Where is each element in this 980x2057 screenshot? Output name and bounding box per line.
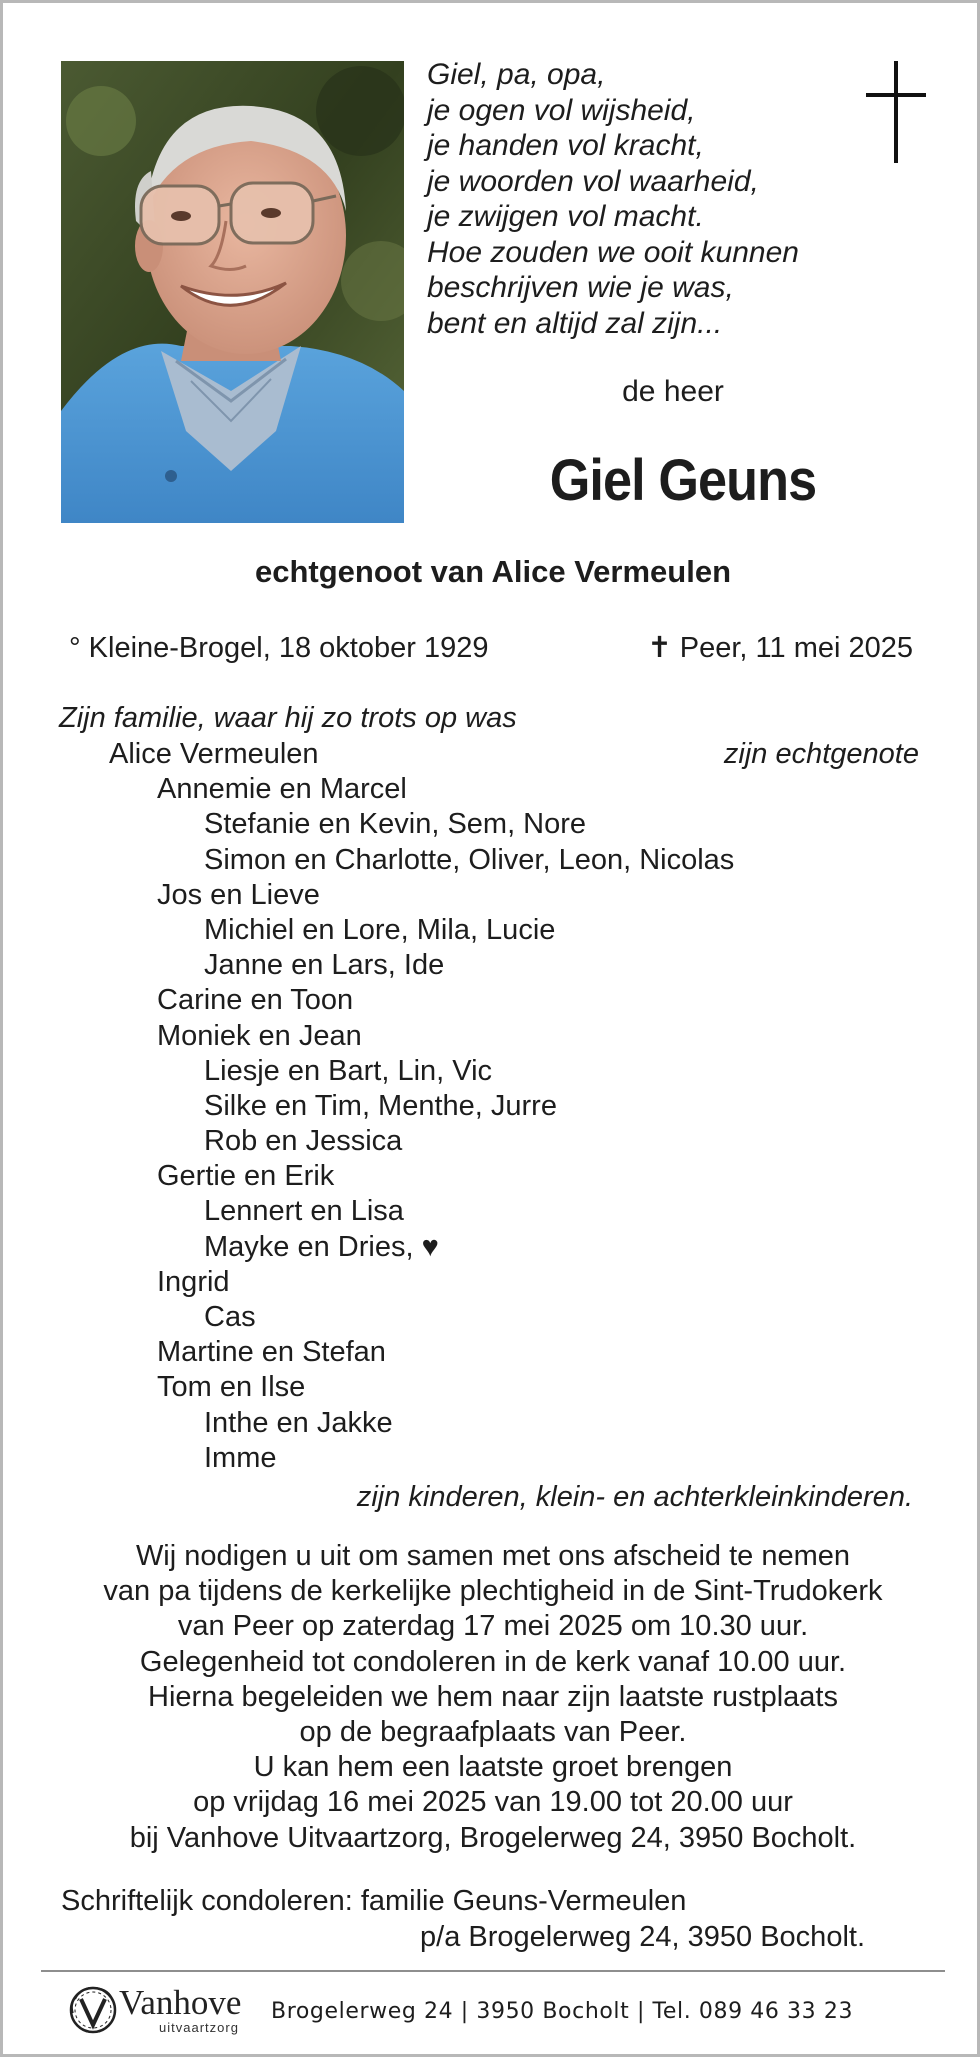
child-row: Ingrid — [157, 1265, 230, 1298]
child-row: Gertie en Erik — [157, 1160, 335, 1193]
child-row: Carine en Toon — [157, 984, 354, 1017]
family-list — [3, 737, 980, 1476]
poem-line: je woorden vol waarheid, — [427, 164, 759, 198]
grandchild-row: Simon en Charlotte, Oliver, Leon, Nicolas — [204, 843, 735, 876]
family-intro: Zijn familie, waar hij zo trots op was — [59, 702, 517, 734]
grandchild-row: Imme — [204, 1441, 277, 1474]
grandchild-row: Liesje en Bart, Lin, Vic — [204, 1054, 493, 1087]
poem — [427, 57, 827, 341]
ceremony-line: bij Vanhove Uitvaartzorg, Brogelerweg 24, 3950 Bocholt. — [129, 1821, 857, 1854]
logo-subtitle: uitvaartzorg — [159, 2020, 239, 2035]
condolence-address: p/a Brogelerweg 24, 3950 Bocholt. — [420, 1921, 865, 1953]
child-row: Tom en Ilse — [157, 1371, 306, 1404]
vanhove-logo — [67, 1983, 267, 2039]
grandchild-row: Rob en Jessica — [204, 1125, 403, 1158]
condolence-line: Schriftelijk condoleren: familie Geuns-Vermeulen — [61, 1885, 687, 1917]
grandchild-row: Michiel en Lore, Mila, Lucie — [204, 913, 556, 946]
poem-line: je ogen vol wijsheid, — [427, 93, 696, 127]
ceremony-line: op de begraafplaats van Peer. — [299, 1716, 687, 1749]
ceremony-info — [3, 1539, 980, 1856]
ceremony-line: van pa tijdens de kerkelijke plechtigheid in de Sint-Trudokerk — [103, 1575, 883, 1608]
spouse-name: Alice Vermeulen — [109, 738, 319, 770]
poem-line: je handen vol kracht, — [427, 129, 704, 162]
birth-info: ° Kleine-Brogel, 18 oktober 1929 — [69, 632, 489, 664]
grandchild-row: Stefanie en Kevin, Sem, Nore — [204, 808, 587, 841]
cross-icon — [866, 61, 926, 163]
ceremony-line: op vrijdag 16 mei 2025 van 19.00 tot 20.00 uur — [193, 1786, 793, 1819]
grandchild-row: Inthe en Jakke — [204, 1406, 393, 1439]
name-prefix: de heer — [622, 375, 724, 408]
ceremony-line: Gelegenheid tot condoleren in de kerk vanaf 10.00 uur. — [139, 1645, 847, 1678]
grandchild-row: Silke en Tim, Menthe, Jurre — [204, 1089, 557, 1122]
child-row: Martine en Stefan — [157, 1336, 386, 1369]
grandchild-row: Cas — [204, 1301, 256, 1333]
deceased-name: Giel Geuns — [549, 448, 817, 513]
ceremony-line: U kan hem een laatste groet brengen — [253, 1751, 733, 1784]
ceremony-line: Wij nodigen u uit om samen met ons afscheid te nemen — [135, 1540, 851, 1572]
footer-divider — [41, 1970, 945, 1972]
ceremony-line: Hierna begeleiden we hem naar zijn laatste rustplaats — [148, 1680, 838, 1713]
poem-line: Giel, pa, opa, — [427, 58, 606, 91]
poem-line: je zwijgen vol macht. — [427, 200, 704, 233]
logo-wordmark: Vanhove — [119, 1983, 242, 2022]
poem-line: Hoe zouden we ooit kunnen — [427, 235, 799, 269]
child-row: Moniek en Jean — [157, 1019, 362, 1052]
spouse-role: zijn echtgenote — [723, 738, 919, 770]
poem-line: beschrijven wie je was, — [427, 271, 734, 304]
spouse-row — [3, 737, 980, 772]
child-row: Jos en Lieve — [157, 878, 320, 911]
spouse-line: echtgenoot van Alice Vermeulen — [254, 554, 732, 589]
vanhove-emblem-icon — [67, 1983, 119, 2035]
death-info: ✝ Peer, 11 mei 2025 — [647, 632, 913, 664]
grandchild-row: Lennert en Lisa — [204, 1195, 404, 1228]
child-row: Annemie en Marcel — [157, 773, 407, 806]
ceremony-line: van Peer op zaterdag 17 mei 2025 om 10.30 uur. — [177, 1610, 809, 1643]
grandchild-row: Janne en Lars, Ide — [204, 949, 445, 982]
poem-line: bent en altijd zal zijn... — [427, 306, 723, 340]
children-role: zijn kinderen, klein- en achterkleinkinderen. — [356, 1481, 913, 1513]
grandchild-row: Mayke en Dries, ♥ — [204, 1230, 439, 1263]
funeral-home-contact: Brogelerweg 24 | 3950 Bocholt | Tel. 089 46 33 23 — [271, 1999, 854, 2024]
